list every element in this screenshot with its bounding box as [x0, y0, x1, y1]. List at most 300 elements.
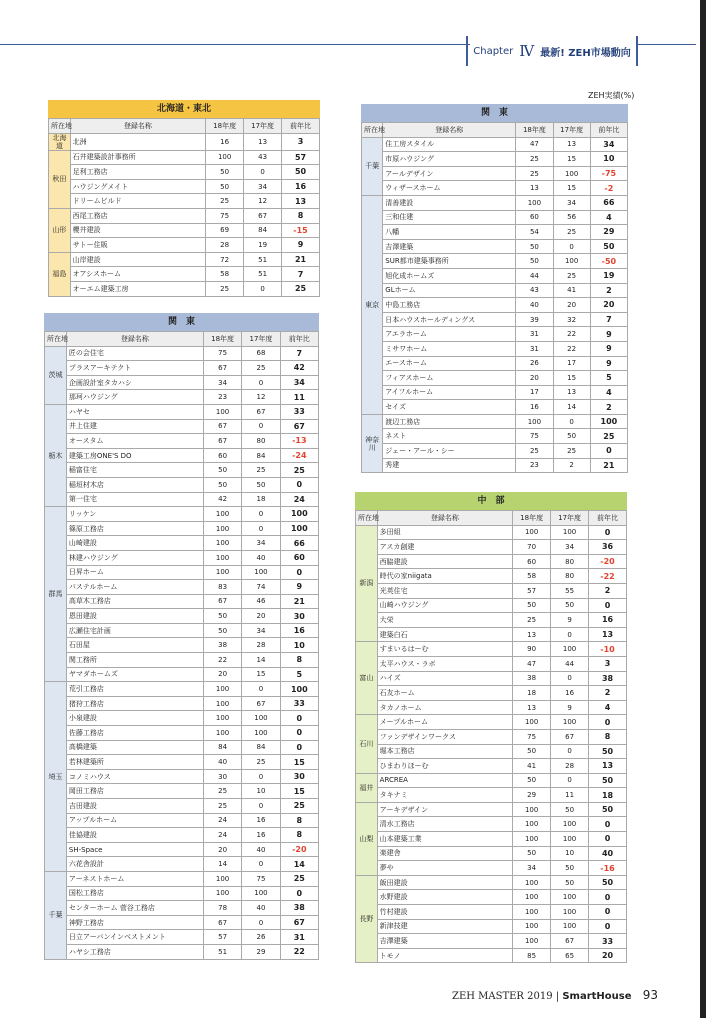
value-17-cell: 80 — [242, 434, 280, 449]
value-17-cell: 50 — [551, 861, 589, 876]
company-name-cell: メープルホーム — [377, 715, 513, 730]
table-row — [45, 784, 319, 799]
table-row — [49, 267, 320, 282]
company-name-cell: パステルホーム — [66, 580, 203, 595]
company-name-cell: 企画設計室タカハシ — [66, 375, 203, 390]
table-row — [356, 656, 627, 671]
value-17-cell: 13 — [553, 137, 590, 152]
value-17-cell: 0 — [553, 239, 590, 254]
company-name-cell: 渡辺工務店 — [383, 414, 516, 429]
company-name-cell: 飯田建設 — [377, 875, 513, 890]
company-name-cell: 光英住宅 — [377, 583, 513, 598]
column-header-yoy: 前年比 — [280, 332, 318, 347]
yoy-change-cell: 25 — [282, 281, 320, 296]
yoy-change-cell: 21 — [280, 594, 318, 609]
value-18-cell: 75 — [513, 729, 551, 744]
company-name-cell: 井上住建 — [66, 419, 203, 434]
company-name-cell: 石友ホーム — [377, 686, 513, 701]
company-name-cell: 日昇ホーム — [66, 565, 203, 580]
value-17-cell: 100 — [551, 525, 589, 540]
table-row — [362, 371, 628, 386]
yoy-change-cell: 34 — [280, 375, 318, 390]
company-name-cell: 那珂ハウジング — [66, 390, 203, 405]
table-row — [356, 642, 627, 657]
company-name-cell: 楽建舎 — [377, 846, 513, 861]
yoy-change-cell: 11 — [280, 390, 318, 405]
table-row — [356, 686, 627, 701]
table-row — [356, 890, 627, 905]
table-row — [45, 871, 319, 886]
value-17-cell: 11 — [551, 788, 589, 803]
yoy-change-cell: 5 — [590, 371, 627, 386]
table-title: 関 東 — [361, 104, 628, 122]
yoy-change-cell: 21 — [282, 252, 320, 267]
yoy-change-cell: 13 — [282, 194, 320, 209]
company-name-cell: 国松工務店 — [66, 886, 203, 901]
table-row — [362, 429, 628, 444]
value-17-cell: 15 — [553, 181, 590, 196]
value-18-cell: 26 — [516, 356, 553, 371]
value-18-cell: 69 — [206, 223, 244, 238]
company-name-cell: 佐藤工務店 — [66, 726, 203, 741]
value-17-cell: 25 — [242, 463, 280, 478]
column-header-name: 登録名称 — [377, 511, 513, 526]
value-17-cell: 0 — [551, 744, 589, 759]
table-header-row — [49, 119, 320, 134]
yoy-change-cell: 13 — [589, 759, 627, 774]
yoy-change-cell: -10 — [589, 642, 627, 657]
table-row — [45, 361, 319, 376]
yoy-change-cell: 29 — [590, 225, 627, 240]
table-row — [45, 404, 319, 419]
table-row — [49, 194, 320, 209]
value-17-cell: 15 — [242, 667, 280, 682]
company-name-cell: 西脇建設 — [377, 554, 513, 569]
table-row — [45, 580, 319, 595]
value-17-cell: 100 — [551, 832, 589, 847]
yoy-change-cell: 16 — [282, 179, 320, 194]
company-name-cell: アイフルホーム — [383, 385, 516, 400]
value-18-cell: 100 — [513, 934, 551, 949]
table-row — [45, 565, 319, 580]
table-row — [49, 179, 320, 194]
yoy-change-cell: 33 — [589, 934, 627, 949]
yoy-change-cell: 3 — [589, 656, 627, 671]
value-18-cell: 43 — [516, 283, 553, 298]
value-18-cell: 72 — [206, 252, 244, 267]
column-header-y17: 17年度 — [553, 123, 590, 138]
company-name-cell: アーネストホーム — [66, 871, 203, 886]
value-18-cell: 40 — [516, 298, 553, 313]
company-name-cell: センターホーム 菅谷工務店 — [66, 901, 203, 916]
company-name-cell: 西尾工務店 — [70, 208, 206, 223]
yoy-change-cell: 100 — [590, 414, 627, 429]
yoy-change-cell: 67 — [280, 419, 318, 434]
company-name-cell: 住工房スタイル — [383, 137, 516, 152]
company-name-cell: オースタム — [66, 434, 203, 449]
company-name-cell: 八幡 — [383, 225, 516, 240]
footer: ZEH MASTER 2019 | SmartHouse 93 — [452, 988, 658, 1002]
yoy-change-cell: 10 — [280, 638, 318, 653]
table-row — [356, 700, 627, 715]
brand-name: SmartHouse — [562, 991, 632, 1002]
chapter-number: Ⅳ — [519, 42, 535, 60]
table-row — [45, 901, 319, 916]
value-17-cell: 84 — [242, 740, 280, 755]
yoy-change-cell: 50 — [282, 165, 320, 180]
company-name-cell: 建築工房ONE'S DO — [66, 448, 203, 463]
company-name-cell: ネスト — [383, 429, 516, 444]
company-name-cell: 山本建築工業 — [377, 832, 513, 847]
company-name-cell: 第一住宅 — [66, 492, 203, 507]
table-row — [49, 150, 320, 165]
value-18-cell: 25 — [206, 281, 244, 296]
value-18-cell: 100 — [203, 404, 241, 419]
value-17-cell: 18 — [242, 492, 280, 507]
value-17-cell: 0 — [244, 165, 282, 180]
yoy-change-cell: 100 — [280, 521, 318, 536]
value-17-cell: 22 — [553, 341, 590, 356]
company-name-cell: 篠原工務店 — [66, 521, 203, 536]
table-row — [362, 268, 628, 283]
value-18-cell: 24 — [203, 828, 241, 843]
yoy-change-cell: 9 — [590, 356, 627, 371]
table-row — [356, 569, 627, 584]
value-17-cell: 68 — [242, 346, 280, 361]
value-17-cell: 0 — [242, 507, 280, 522]
value-18-cell: 100 — [513, 919, 551, 934]
value-18-cell: 38 — [203, 638, 241, 653]
company-name-cell: 関工務所 — [66, 653, 203, 668]
value-18-cell: 100 — [206, 150, 244, 165]
table-row — [356, 613, 627, 628]
value-17-cell: 84 — [244, 223, 282, 238]
value-18-cell: 100 — [203, 726, 241, 741]
table-header-row — [45, 332, 319, 347]
company-name-cell: オアシスホーム — [70, 267, 206, 282]
yoy-change-cell: 33 — [280, 696, 318, 711]
value-17-cell: 50 — [551, 875, 589, 890]
yoy-change-cell: 0 — [280, 711, 318, 726]
table-row — [356, 744, 627, 759]
value-17-cell: 0 — [242, 682, 280, 697]
table-row — [356, 729, 627, 744]
company-name-cell: 建築白石 — [377, 627, 513, 642]
value-17-cell: 2 — [553, 458, 590, 473]
table-row — [356, 773, 627, 788]
yoy-change-cell: -20 — [280, 842, 318, 857]
company-name-cell: 猪狩工務店 — [66, 696, 203, 711]
yoy-change-cell: 30 — [280, 609, 318, 624]
yoy-change-cell: 50 — [589, 802, 627, 817]
prefecture-cell: 山形 — [49, 208, 71, 252]
yoy-change-cell: 9 — [282, 238, 320, 253]
prefecture-cell: 神奈川 — [362, 414, 383, 472]
yoy-change-cell: -75 — [590, 166, 627, 181]
value-18-cell: 16 — [206, 133, 244, 150]
yoy-change-cell: 9 — [280, 580, 318, 595]
company-name-cell: 中島工務店 — [383, 298, 516, 313]
table-row — [45, 434, 319, 449]
table-row — [356, 598, 627, 613]
value-17-cell: 0 — [551, 671, 589, 686]
value-18-cell: 17 — [516, 385, 553, 400]
value-17-cell: 34 — [551, 540, 589, 555]
value-17-cell: 80 — [551, 554, 589, 569]
value-17-cell: 12 — [242, 390, 280, 405]
company-name-cell: 山岸建設 — [70, 252, 206, 267]
value-18-cell: 78 — [203, 901, 241, 916]
value-17-cell: 100 — [242, 886, 280, 901]
value-17-cell: 0 — [553, 414, 590, 429]
value-17-cell: 34 — [553, 195, 590, 210]
value-18-cell: 50 — [203, 609, 241, 624]
value-18-cell: 18 — [513, 686, 551, 701]
value-17-cell: 0 — [242, 857, 280, 872]
value-17-cell: 9 — [551, 700, 589, 715]
value-18-cell: 57 — [203, 930, 241, 945]
value-17-cell: 40 — [242, 550, 280, 565]
table-row — [362, 195, 628, 210]
table-row — [45, 682, 319, 697]
table-row — [356, 948, 627, 963]
table-header-row — [356, 511, 627, 526]
yoy-change-cell: -20 — [589, 554, 627, 569]
value-17-cell: 25 — [553, 268, 590, 283]
table-row — [362, 356, 628, 371]
value-17-cell: 67 — [244, 208, 282, 223]
value-18-cell: 67 — [203, 361, 241, 376]
table-row — [356, 846, 627, 861]
value-18-cell: 70 — [513, 540, 551, 555]
company-name-cell: フィアスホーム — [383, 371, 516, 386]
table-row — [356, 715, 627, 730]
yoy-change-cell: 0 — [589, 890, 627, 905]
value-17-cell: 100 — [551, 817, 589, 832]
value-18-cell: 58 — [206, 267, 244, 282]
value-17-cell: 15 — [553, 371, 590, 386]
company-name-cell: アエラホーム — [383, 327, 516, 342]
value-18-cell: 57 — [513, 583, 551, 598]
value-18-cell: 30 — [203, 769, 241, 784]
company-name-cell: 櫻井建設 — [70, 223, 206, 238]
value-18-cell: 47 — [513, 656, 551, 671]
value-17-cell: 0 — [242, 521, 280, 536]
company-name-cell: 吉澤建築 — [383, 239, 516, 254]
table-row — [45, 740, 319, 755]
column-header-pref: 所在地 — [362, 123, 383, 138]
company-name-cell: エースホーム — [383, 356, 516, 371]
value-17-cell: 40 — [242, 842, 280, 857]
table-kanto-left — [44, 313, 319, 960]
table-row — [49, 281, 320, 296]
value-17-cell: 100 — [553, 254, 590, 269]
value-18-cell: 50 — [203, 623, 241, 638]
prefecture-cell: 北海道 — [49, 133, 71, 150]
table-row — [45, 638, 319, 653]
yoy-change-cell: 25 — [280, 871, 318, 886]
value-18-cell: 47 — [516, 137, 553, 152]
value-18-cell: 100 — [513, 890, 551, 905]
yoy-change-cell: 0 — [280, 886, 318, 901]
value-18-cell: 90 — [513, 642, 551, 657]
value-17-cell: 13 — [553, 385, 590, 400]
yoy-change-cell: 20 — [590, 298, 627, 313]
table-row — [356, 788, 627, 803]
value-18-cell: 100 — [516, 195, 553, 210]
prefecture-cell: 山梨 — [356, 802, 378, 875]
table-row — [362, 458, 628, 473]
yoy-change-cell: -50 — [590, 254, 627, 269]
yoy-change-cell: 0 — [590, 444, 627, 459]
company-name-cell: ファンデザインワークス — [377, 729, 513, 744]
company-name-cell: ハヤシ工務店 — [66, 944, 203, 959]
value-18-cell: 100 — [203, 507, 241, 522]
value-17-cell: 25 — [553, 225, 590, 240]
table-row — [45, 419, 319, 434]
company-name-cell: すまいるはーむ — [377, 642, 513, 657]
company-name-cell: プラスアーキテクト — [66, 361, 203, 376]
table-row — [45, 623, 319, 638]
column-header-pref: 所在地 — [45, 332, 67, 347]
value-18-cell: 20 — [516, 371, 553, 386]
value-17-cell: 0 — [242, 769, 280, 784]
value-18-cell: 25 — [516, 152, 553, 167]
table-row — [45, 755, 319, 770]
prefecture-cell: 埼玉 — [45, 682, 67, 872]
value-17-cell: 26 — [242, 930, 280, 945]
company-name-cell: ハヤセ — [66, 404, 203, 419]
table-row — [45, 667, 319, 682]
value-18-cell: 50 — [206, 179, 244, 194]
table-row — [356, 919, 627, 934]
yoy-change-cell: 25 — [280, 463, 318, 478]
table-hokkaido-tohoku — [48, 100, 320, 297]
company-name-cell: ミサワホーム — [383, 341, 516, 356]
prefecture-cell: 秋田 — [49, 150, 71, 208]
chapter-label: Chapter — [473, 45, 514, 57]
table-row — [45, 653, 319, 668]
value-17-cell: 51 — [244, 252, 282, 267]
table-kanto-right — [361, 104, 628, 473]
value-18-cell: 100 — [513, 905, 551, 920]
company-name-cell: 荒引工務店 — [66, 682, 203, 697]
table-row — [356, 540, 627, 555]
column-header-name: 登録名称 — [70, 119, 206, 134]
yoy-change-cell: 14 — [280, 857, 318, 872]
value-18-cell: 67 — [203, 434, 241, 449]
value-18-cell: 100 — [203, 550, 241, 565]
prefecture-cell: 栃木 — [45, 404, 67, 506]
value-17-cell: 14 — [242, 653, 280, 668]
company-name-cell: コノミハウス — [66, 769, 203, 784]
page-number: 93 — [642, 988, 658, 1002]
yoy-change-cell: 8 — [280, 653, 318, 668]
yoy-change-cell: 60 — [280, 550, 318, 565]
column-header-name: 登録名称 — [383, 123, 516, 138]
value-17-cell: 50 — [242, 477, 280, 492]
value-18-cell: 14 — [203, 857, 241, 872]
value-18-cell: 28 — [206, 238, 244, 253]
value-18-cell: 34 — [513, 861, 551, 876]
page-edge — [700, 0, 706, 1018]
yoy-change-cell: -2 — [590, 181, 627, 196]
yoy-change-cell: 0 — [589, 525, 627, 540]
value-17-cell: 15 — [553, 152, 590, 167]
value-17-cell: 25 — [242, 361, 280, 376]
company-name-cell: アスカ創建 — [377, 540, 513, 555]
table-row — [356, 627, 627, 642]
yoy-change-cell: 8 — [280, 828, 318, 843]
table-row — [45, 477, 319, 492]
value-18-cell: 84 — [203, 740, 241, 755]
table-row — [362, 239, 628, 254]
column-header-pref: 所在地 — [49, 119, 71, 134]
value-17-cell: 25 — [553, 444, 590, 459]
table-title: 北海道・東北 — [48, 100, 320, 118]
company-name-cell: 清水工務店 — [377, 817, 513, 832]
value-18-cell: 100 — [513, 525, 551, 540]
company-name-cell: 神野工務店 — [66, 915, 203, 930]
value-18-cell: 31 — [516, 327, 553, 342]
yoy-change-cell: 0 — [589, 832, 627, 847]
table-row — [49, 252, 320, 267]
header-rule — [0, 44, 470, 45]
table-row — [45, 799, 319, 814]
table-row — [362, 254, 628, 269]
column-header-y17: 17年度 — [551, 511, 589, 526]
yoy-change-cell: 24 — [280, 492, 318, 507]
value-17-cell: 16 — [242, 828, 280, 843]
yoy-change-cell: 2 — [590, 400, 627, 415]
value-17-cell: 46 — [242, 594, 280, 609]
yoy-change-cell: 31 — [280, 930, 318, 945]
yoy-change-cell: 50 — [589, 773, 627, 788]
column-header-y18: 18年度 — [516, 123, 553, 138]
yoy-change-cell: 9 — [590, 327, 627, 342]
column-header-yoy: 前年比 — [589, 511, 627, 526]
company-name-cell: 清善建設 — [383, 195, 516, 210]
yoy-change-cell: 5 — [280, 667, 318, 682]
value-18-cell: 50 — [203, 477, 241, 492]
company-name-cell: 稲垣材木店 — [66, 477, 203, 492]
company-name-cell: 匠の会住宅 — [66, 346, 203, 361]
value-18-cell: 41 — [513, 759, 551, 774]
yoy-change-cell: 0 — [280, 726, 318, 741]
table-row — [49, 133, 320, 150]
prefecture-cell: 長野 — [356, 875, 378, 963]
yoy-change-cell: 33 — [280, 404, 318, 419]
table-row — [45, 507, 319, 522]
value-18-cell: 85 — [513, 948, 551, 963]
yoy-change-cell: 9 — [590, 341, 627, 356]
value-18-cell: 40 — [203, 755, 241, 770]
value-17-cell: 0 — [242, 915, 280, 930]
prefecture-cell: 福井 — [356, 773, 378, 802]
value-18-cell: 50 — [516, 254, 553, 269]
value-18-cell: 23 — [516, 458, 553, 473]
table-row — [45, 813, 319, 828]
yoy-change-cell: 19 — [590, 268, 627, 283]
column-header-y17: 17年度 — [242, 332, 280, 347]
column-header-y18: 18年度 — [203, 332, 241, 347]
company-name-cell: 高橋建築 — [66, 740, 203, 755]
table-row — [45, 828, 319, 843]
company-name-cell: 日立アーバンインベストメント — [66, 930, 203, 945]
value-17-cell: 17 — [553, 356, 590, 371]
value-17-cell: 13 — [244, 133, 282, 150]
yoy-change-cell: -16 — [589, 861, 627, 876]
